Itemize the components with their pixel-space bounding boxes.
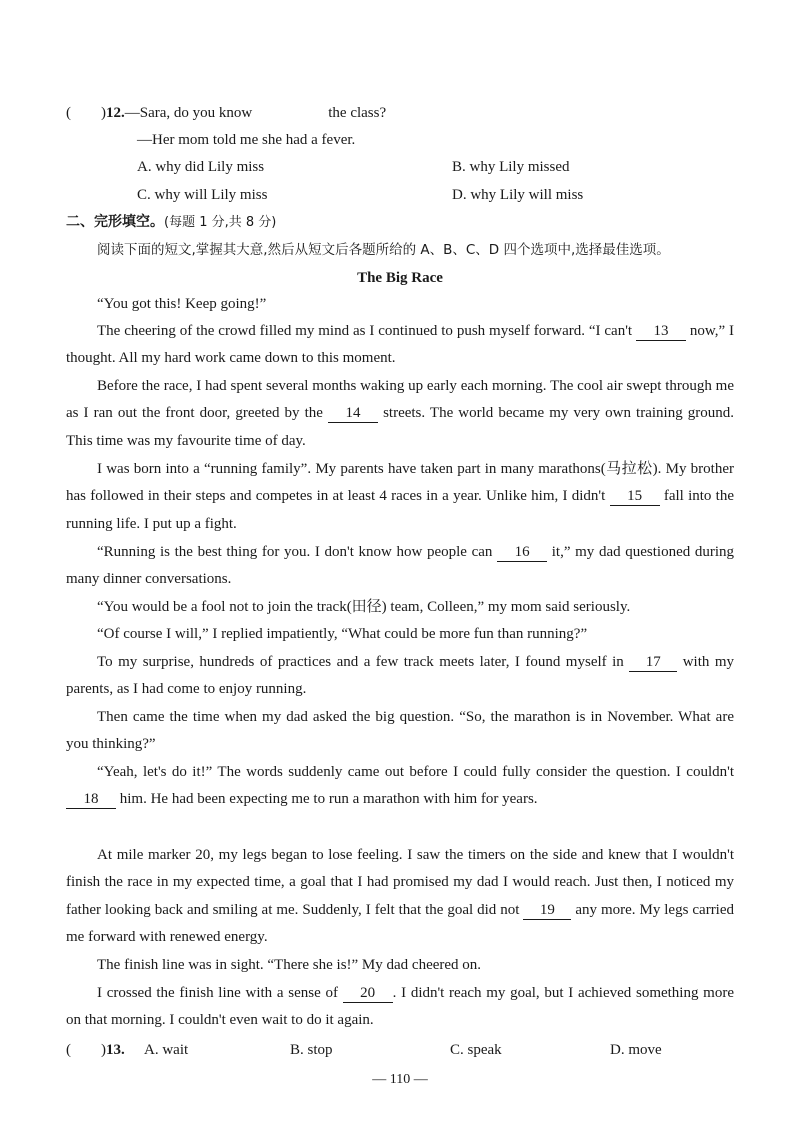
option-c: C. speak bbox=[450, 1042, 502, 1058]
paragraph-text: I was born into a “running family”. My parents have taken part in many marathons(马拉松). My brother has followed in their steps and competes in at least 4 races in a year. Unlike him, I didn't bbox=[66, 461, 734, 505]
option-d: D. move bbox=[610, 1042, 662, 1058]
paragraph-13 bbox=[66, 980, 734, 1035]
paragraph-5 bbox=[66, 539, 734, 594]
page-number: — 110 — bbox=[372, 1072, 428, 1087]
answer-paren-open: ( bbox=[66, 105, 71, 121]
paragraph-text: now,” I thought. All my hard work came down to this moment. bbox=[66, 323, 735, 367]
paragraph-text: At mile marker 20, my legs began to lose feeling. I saw the timers on the side and knew that I wouldn't finish the race in my expected time, a goal that I had promised my dad I would reach. Just then, I noticed my father looking back and smiling at me. Suddenly, I felt that the goal did not bbox=[66, 847, 734, 918]
paragraph-text: “Running is the best thing for you. I don't know how people can bbox=[97, 544, 493, 560]
paragraph-3 bbox=[66, 373, 734, 455]
option-a: A. why did Lily miss bbox=[137, 159, 265, 175]
paragraph-text: Before the race, I had spent several months waking up early each morning. The cool air swept through me as I ran out the front door, greeted by the bbox=[66, 378, 734, 422]
paragraph-text: . I didn't reach my goal, but I achieved something more on that morning. I couldn't even wait to do it again. bbox=[66, 985, 735, 1029]
paragraph-text: The finish line was in sight. “There she is!” My dad cheered on. bbox=[97, 957, 482, 973]
passage-title: The Big Race bbox=[357, 270, 443, 286]
question-number: 12. bbox=[106, 105, 125, 121]
paragraph-text: The cheering of the crowd filled my mind as I continued to push myself forward. “I can't bbox=[97, 323, 633, 339]
paragraph-12 bbox=[66, 952, 734, 979]
blank-16: 16 bbox=[497, 544, 547, 562]
paragraph-text: “You got this! Keep going!” bbox=[97, 296, 267, 312]
paragraph-7 bbox=[66, 621, 734, 648]
paragraph-text: “Of course I will,” I replied impatiently, “What could be more fun than running?” bbox=[97, 626, 588, 642]
paragraph-text: “You would be a fool not to join the track(田径) team, Colleen,” my mom said seriously. bbox=[97, 599, 631, 615]
question-stem-b: the class? bbox=[328, 105, 387, 121]
question-number: 13. bbox=[106, 1042, 125, 1058]
paragraph-text: him. He had been expecting me to run a marathon with him for years. bbox=[119, 791, 538, 808]
paragraph-text: it,” my dad questioned during many dinner conversations. bbox=[66, 544, 735, 588]
option-a: A. wait bbox=[144, 1042, 189, 1058]
blank-18: 18 bbox=[66, 791, 116, 809]
section-score: (每题 1 分,共 8 分) bbox=[164, 215, 277, 230]
paragraph-6 bbox=[66, 594, 734, 621]
blank-19: 19 bbox=[523, 902, 571, 920]
section-instruction: 阅读下面的短文,掌握其大意,然后从短文后各题所给的 A、B、C、D 四个选项中,选择最佳选项。 bbox=[97, 242, 670, 258]
paragraph-10 bbox=[66, 759, 734, 814]
paragraph-9 bbox=[66, 704, 734, 759]
paragraph-11 bbox=[66, 842, 734, 952]
paragraph-text: I crossed the finish line with a sense of bbox=[97, 985, 338, 1001]
blank-15: 15 bbox=[610, 488, 660, 506]
question-12-reply: —Her mom told me she had a fever. bbox=[137, 132, 356, 148]
section-title: 二、完形填空。 bbox=[66, 214, 164, 230]
section-heading bbox=[66, 212, 276, 233]
option-b: B. stop bbox=[290, 1042, 333, 1058]
paragraph-4 bbox=[66, 456, 734, 538]
paragraph-text: any more. My legs carried me forward with renewed energy. bbox=[66, 901, 735, 946]
blank-14: 14 bbox=[328, 405, 378, 423]
question-13 bbox=[66, 1040, 125, 1060]
question-12 bbox=[66, 103, 386, 123]
paragraph-text: To my surprise, hundreds of practices and a few track meets later, I found myself in bbox=[97, 654, 624, 670]
option-d: D. why Lily will miss bbox=[452, 187, 584, 203]
paragraph-1 bbox=[66, 291, 734, 318]
blank-20: 20 bbox=[343, 985, 393, 1003]
blank-13: 13 bbox=[636, 323, 686, 341]
paragraph-text: Then came the time when my dad asked the big question. “So, the marathon is in November. What are you thinking?” bbox=[66, 709, 734, 753]
question-stem-a: —Sara, do you know bbox=[124, 105, 253, 121]
paragraph-text: “Yeah, let's do it!” The words suddenly came out before I could fully consider the question. I couldn't bbox=[97, 764, 734, 780]
paragraph-2 bbox=[66, 318, 734, 373]
paragraph-text: with my parents, as I had come to enjoy running. bbox=[66, 654, 734, 698]
answer-paren-close: ) bbox=[101, 105, 106, 121]
paragraph-8 bbox=[66, 649, 734, 704]
option-b: B. why Lily missed bbox=[452, 159, 570, 175]
paragraph-text: streets. The world became my very own training ground. This time was my favourite time of day. bbox=[66, 405, 735, 449]
blank-17: 17 bbox=[629, 654, 677, 672]
paragraph-text: fall into the running life. I put up a fight. bbox=[66, 488, 735, 532]
answer-paren-open: ( bbox=[66, 1042, 71, 1058]
option-c: C. why will Lily miss bbox=[137, 187, 268, 203]
answer-paren-close: ) bbox=[101, 1042, 106, 1058]
